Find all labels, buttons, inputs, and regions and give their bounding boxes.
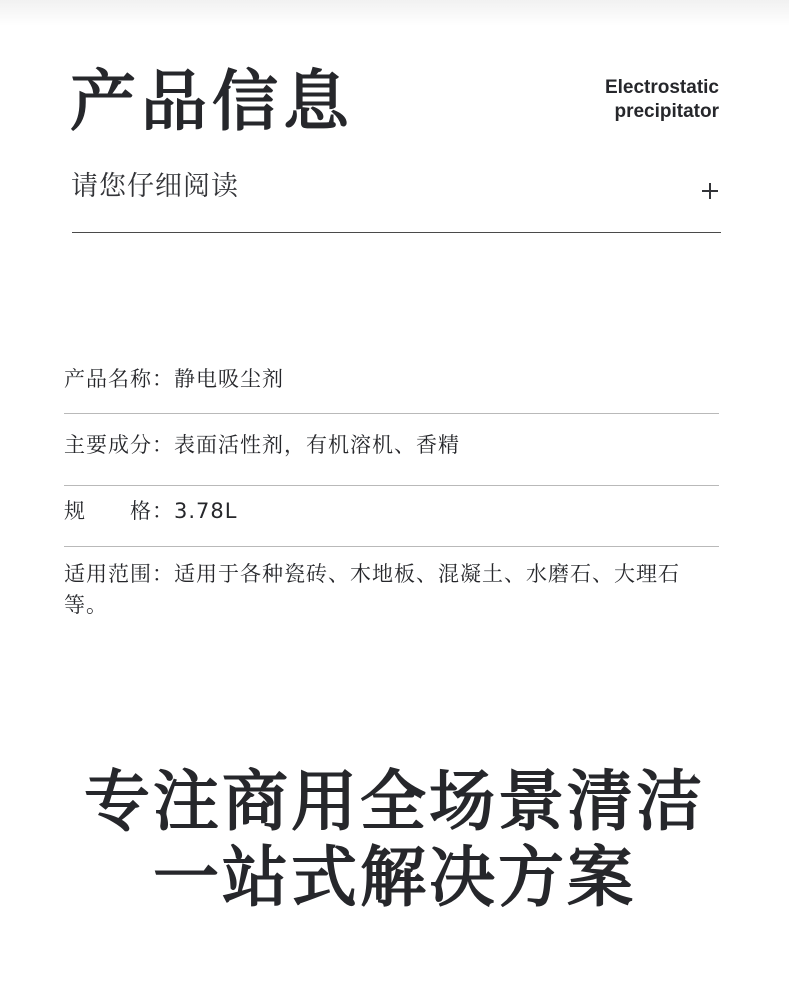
info-value: 3.78L [174,499,238,523]
english-title [519,76,719,124]
subtitle: 请您仔细阅读 [71,171,239,202]
info-divider [64,546,719,547]
info-label: 适用范围： [64,562,174,586]
info-divider [64,485,719,486]
info-row-product-name [64,364,719,395]
info-value: 表面活性剂，有机溶机、香精 [174,433,460,457]
info-value: 静电吸尘剂 [174,367,284,391]
english-title-line-1: Electrostatic [604,77,719,98]
plus-icon [702,183,718,199]
info-divider [64,413,719,414]
header-divider [72,232,721,233]
info-row-scope [64,559,719,621]
info-value: 适用于各种瓷砖、木地板、混凝土、水磨石、大理石等。 [64,562,680,617]
page-title: 产品信息 [70,63,354,140]
slogan-line-1: 专注商用全场景清洁 [84,763,705,840]
slogan-line-2: 一站式解决方案 [153,839,636,916]
info-row-ingredients [64,430,719,461]
english-title-line-2: precipitator [614,101,719,122]
top-shade [0,0,789,26]
info-label: 主要成分： [64,433,174,457]
info-row-spec [64,496,719,527]
info-label: 产品名称： [64,367,174,391]
info-label: 规 格： [64,499,174,523]
